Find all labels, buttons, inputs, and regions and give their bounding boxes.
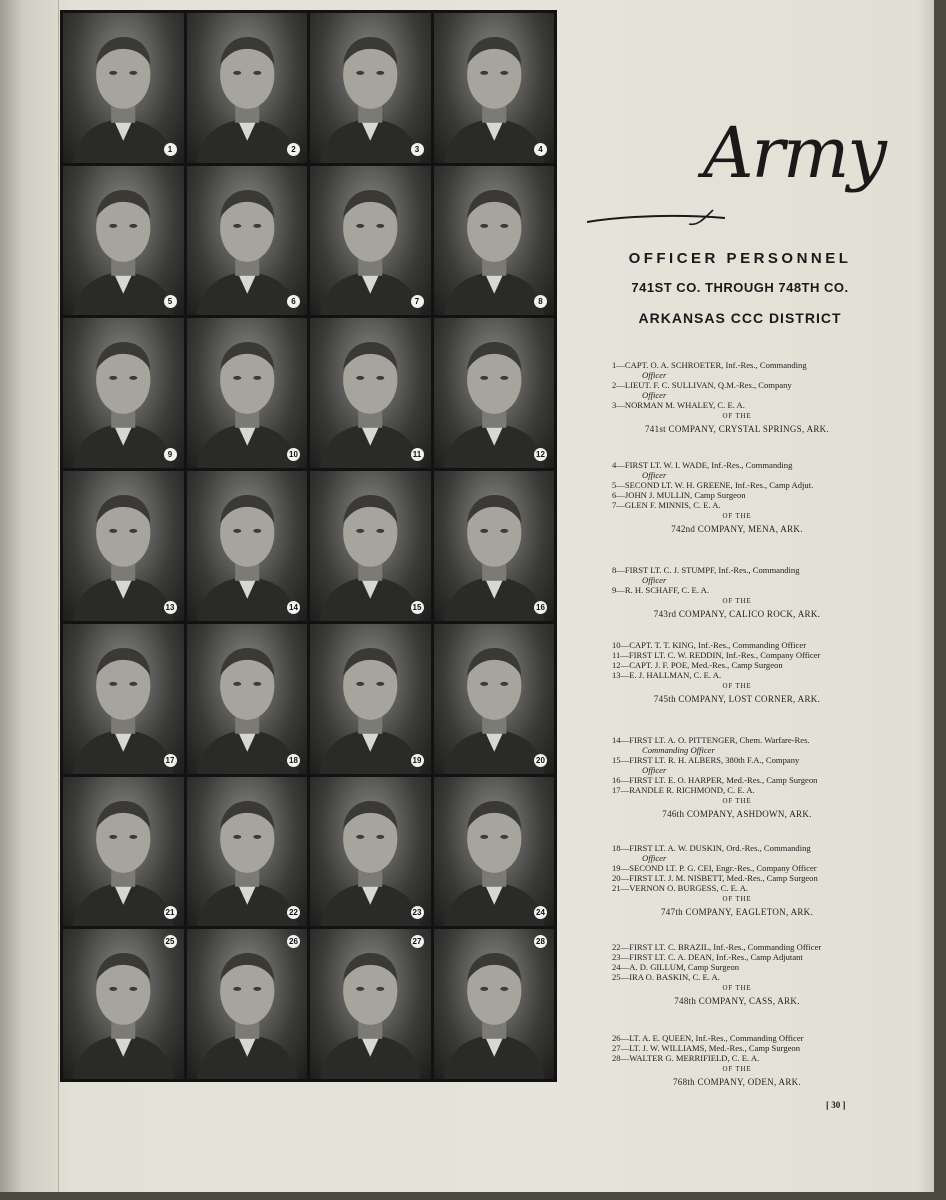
photo-number-badge: 8 xyxy=(534,295,547,308)
photo-number-badge: 9 xyxy=(164,448,177,461)
heading-company-range: 741ST CO. THROUGH 748TH CO. xyxy=(631,280,849,295)
portrait-photo xyxy=(310,471,431,621)
photo-number-badge: 12 xyxy=(534,448,547,461)
portrait-silhouette-icon xyxy=(310,318,431,468)
company-name: 747th COMPANY, EAGLETON, ARK. xyxy=(660,907,814,917)
portrait-photo xyxy=(434,13,555,163)
roster-line: 20—FIRST LT. J. M. NISBETT, Med.-Res., Camp Surgeon xyxy=(612,873,818,883)
heading-officer-personnel: OFFICER PERSONNEL xyxy=(628,250,852,267)
photo-number-badge: 5 xyxy=(164,295,177,308)
roster-line: 18—FIRST LT. A. W. DUSKIN, Ord.-Res., Commanding xyxy=(612,843,811,853)
roster-block xyxy=(612,460,862,534)
photo-number-badge: 1 xyxy=(164,143,177,156)
roster-line: 24—A. D. GILLUM, Camp Surgeon xyxy=(612,962,740,972)
photo-number-badge: 2 xyxy=(287,143,300,156)
roster-line: 1—CAPT. O. A. SCHROETER, Inf.-Res., Commanding xyxy=(612,360,807,370)
portrait-silhouette-icon xyxy=(434,471,555,621)
roster-block xyxy=(612,843,862,917)
roster-block xyxy=(612,942,862,1006)
photo-number-badge: 24 xyxy=(534,906,547,919)
portrait-photo xyxy=(434,624,555,774)
roster-line: 3—NORMAN M. WHALEY, C. E. A. xyxy=(612,400,745,410)
roster-line: 21—VERNON O. BURGESS, C. E. A. xyxy=(612,883,749,893)
portrait-silhouette-icon xyxy=(310,624,431,774)
photo-number-badge: 4 xyxy=(534,143,547,156)
roster-line: Officer xyxy=(642,390,667,400)
roster-line: 26—LT. A. E. QUEEN, Inf.-Res., Commanding Officer xyxy=(612,1033,804,1043)
portrait-silhouette-icon xyxy=(63,13,184,163)
of-the-label: OF THE xyxy=(722,512,752,520)
portrait-silhouette-icon xyxy=(434,929,555,1079)
roster-line: Officer xyxy=(642,765,667,775)
photo-number-badge: 18 xyxy=(287,754,300,767)
roster-block xyxy=(612,735,862,819)
company-name: 741st COMPANY, CRYSTAL SPRINGS, ARK. xyxy=(644,424,830,434)
roster-line: 11—FIRST LT. C. W. REDDIN, Inf.-Res., Company Officer xyxy=(612,650,821,660)
of-the-label: OF THE xyxy=(722,895,752,903)
roster-line: 6—JOHN J. MULLIN, Camp Surgeon xyxy=(612,490,746,500)
photo-number-badge: 22 xyxy=(287,906,300,919)
portrait-photo xyxy=(434,777,555,927)
photo-number-badge: 6 xyxy=(287,295,300,308)
portrait-photo xyxy=(310,318,431,468)
portrait-silhouette-icon xyxy=(63,777,184,927)
portrait-silhouette-icon xyxy=(187,318,308,468)
roster-block xyxy=(612,1033,862,1087)
photo-number-badge: 21 xyxy=(164,906,177,919)
portrait-silhouette-icon xyxy=(187,624,308,774)
roster-line: 17—RANDLE R. RICHMOND, C. E. A. xyxy=(612,785,755,795)
photo-number-badge: 28 xyxy=(534,935,547,948)
company-name: 745th COMPANY, LOST CORNER, ARK. xyxy=(653,694,821,704)
portrait-photo xyxy=(434,166,555,316)
page-number: [ 30 ] xyxy=(826,1100,846,1110)
company-name: 743rd COMPANY, CALICO ROCK, ARK. xyxy=(653,609,821,619)
portrait-grid-cells xyxy=(63,13,554,1079)
portrait-silhouette-icon xyxy=(434,13,555,163)
portrait-silhouette-icon xyxy=(187,13,308,163)
portrait-silhouette-icon xyxy=(434,777,555,927)
photo-number-badge: 17 xyxy=(164,754,177,767)
photo-number-badge: 3 xyxy=(411,143,424,156)
photo-number-badge: 26 xyxy=(287,935,300,948)
photo-number-badge: 13 xyxy=(164,601,177,614)
portrait-photo xyxy=(310,166,431,316)
of-the-label: OF THE xyxy=(722,597,752,605)
portrait-grid xyxy=(60,10,557,1082)
portrait-silhouette-icon xyxy=(187,471,308,621)
army-script-title: Army xyxy=(703,112,885,194)
portrait-photo xyxy=(187,318,308,468)
portrait-silhouette-icon xyxy=(310,929,431,1079)
portrait-photo xyxy=(187,471,308,621)
roster-block xyxy=(612,640,862,704)
portrait-photo xyxy=(63,13,184,163)
portrait-photo xyxy=(63,929,184,1079)
portrait-photo xyxy=(63,166,184,316)
roster-line: 22—FIRST LT. C. BRAZIL, Inf.-Res., Commanding Officer xyxy=(612,942,822,952)
roster-line: 12—CAPT. J. F. POE, Med.-Res., Camp Surgeon xyxy=(612,660,783,670)
portrait-photo xyxy=(310,777,431,927)
portrait-photo xyxy=(63,471,184,621)
portrait-silhouette-icon xyxy=(310,471,431,621)
portrait-photo xyxy=(310,624,431,774)
roster-line: Officer xyxy=(642,470,667,480)
portrait-silhouette-icon xyxy=(63,624,184,774)
page-edge-bottom xyxy=(0,1192,946,1200)
portrait-silhouette-icon xyxy=(310,777,431,927)
company-name: 748th COMPANY, CASS, ARK. xyxy=(674,996,800,1006)
portrait-photo xyxy=(434,929,555,1079)
roster-line: 5—SECOND LT. W. H. GREENE, Inf.-Res., Camp Adjut. xyxy=(612,480,814,490)
roster-block xyxy=(612,565,862,619)
portrait-photo xyxy=(434,471,555,621)
roster-line: 27—LT. J. W. WILLIAMS, Med.-Res., Camp Surgeon xyxy=(612,1043,801,1053)
of-the-label: OF THE xyxy=(722,412,752,420)
roster-block xyxy=(612,360,862,434)
portrait-silhouette-icon xyxy=(63,318,184,468)
photo-number-badge: 10 xyxy=(287,448,300,461)
portrait-photo xyxy=(63,318,184,468)
roster-line: 25—IRA O. BASKIN, C. E. A. xyxy=(612,972,720,982)
photo-number-badge: 7 xyxy=(411,295,424,308)
photo-number-badge: 16 xyxy=(534,601,547,614)
roster-line: 28—WALTER G. MERRIFIELD, C. E. A. xyxy=(612,1053,760,1063)
roster-line: 23—FIRST LT. C. A. DEAN, Inf.-Res., Camp Adjutant xyxy=(612,952,803,962)
portrait-photo xyxy=(187,777,308,927)
photo-number-badge: 15 xyxy=(411,601,424,614)
binding-spine xyxy=(0,0,59,1200)
company-name: 742nd COMPANY, MENA, ARK. xyxy=(671,524,803,534)
photo-number-badge: 20 xyxy=(534,754,547,767)
portrait-silhouette-icon xyxy=(310,166,431,316)
portrait-photo xyxy=(434,318,555,468)
company-name: 768th COMPANY, ODEN, ARK. xyxy=(672,1077,802,1087)
photo-number-badge: 11 xyxy=(411,448,424,461)
of-the-label: OF THE xyxy=(722,682,752,690)
of-the-label: OF THE xyxy=(722,797,752,805)
portrait-photo xyxy=(310,13,431,163)
roster-line: 4—FIRST LT. W. I. WADE, Inf.-Res., Commanding xyxy=(612,460,793,470)
photo-number-badge: 27 xyxy=(411,935,424,948)
portrait-silhouette-icon xyxy=(310,13,431,163)
portrait-silhouette-icon xyxy=(63,471,184,621)
roster-line: 10—CAPT. T. T. KING, Inf.-Res., Commanding Officer xyxy=(612,640,807,650)
portrait-silhouette-icon xyxy=(434,624,555,774)
page-edge-right xyxy=(934,0,946,1200)
photo-number-badge: 19 xyxy=(411,754,424,767)
roster-line: Commanding Officer xyxy=(642,745,715,755)
roster-line: Officer xyxy=(642,853,667,863)
roster-line: 14—FIRST LT. A. O. PITTENGER, Chem. Warfare-Res. xyxy=(612,735,810,745)
portrait-silhouette-icon xyxy=(434,166,555,316)
roster-line: Officer xyxy=(642,370,667,380)
of-the-label: OF THE xyxy=(722,984,752,992)
roster-line: 9—R. H. SCHAFF, C. E. A. xyxy=(612,585,709,595)
company-name: 746th COMPANY, ASHDOWN, ARK. xyxy=(662,809,812,819)
portrait-photo xyxy=(187,929,308,1079)
portrait-silhouette-icon xyxy=(187,929,308,1079)
portrait-photo xyxy=(187,13,308,163)
roster-line: 13—E. J. HALLMAN, C. E. A. xyxy=(612,670,722,680)
portrait-silhouette-icon xyxy=(187,166,308,316)
portrait-silhouette-icon xyxy=(63,166,184,316)
heading-district: ARKANSAS CCC DISTRICT xyxy=(638,310,842,326)
photo-number-badge: 23 xyxy=(411,906,424,919)
of-the-label: OF THE xyxy=(722,1065,752,1073)
portrait-photo xyxy=(187,624,308,774)
roster-line: 19—SECOND LT. P. G. CEI, Engr.-Res., Company Officer xyxy=(612,863,817,873)
photo-number-badge: 14 xyxy=(287,601,300,614)
roster-line: 2—LIEUT. F. C. SULLIVAN, Q.M.-Res., Company xyxy=(612,380,792,390)
roster-line: Officer xyxy=(642,575,667,585)
portrait-photo xyxy=(63,777,184,927)
portrait-photo xyxy=(310,929,431,1079)
photo-number-badge: 25 xyxy=(164,935,177,948)
portrait-photo xyxy=(187,166,308,316)
roster-line: 16—FIRST LT. E. O. HARPER, Med.-Res., Camp Surgeon xyxy=(612,775,818,785)
portrait-photo xyxy=(63,624,184,774)
army-title xyxy=(585,110,885,250)
roster-line: 15—FIRST LT. R. H. ALBERS, 380th F.A., Company xyxy=(612,755,800,765)
roster-line: 7—GLEN F. MINNIS, C. E. A. xyxy=(612,500,721,510)
portrait-silhouette-icon xyxy=(434,318,555,468)
roster-line: 8—FIRST LT. C. J. STUMPF, Inf.-Res., Commanding xyxy=(612,565,800,575)
portrait-silhouette-icon xyxy=(63,929,184,1079)
portrait-silhouette-icon xyxy=(187,777,308,927)
